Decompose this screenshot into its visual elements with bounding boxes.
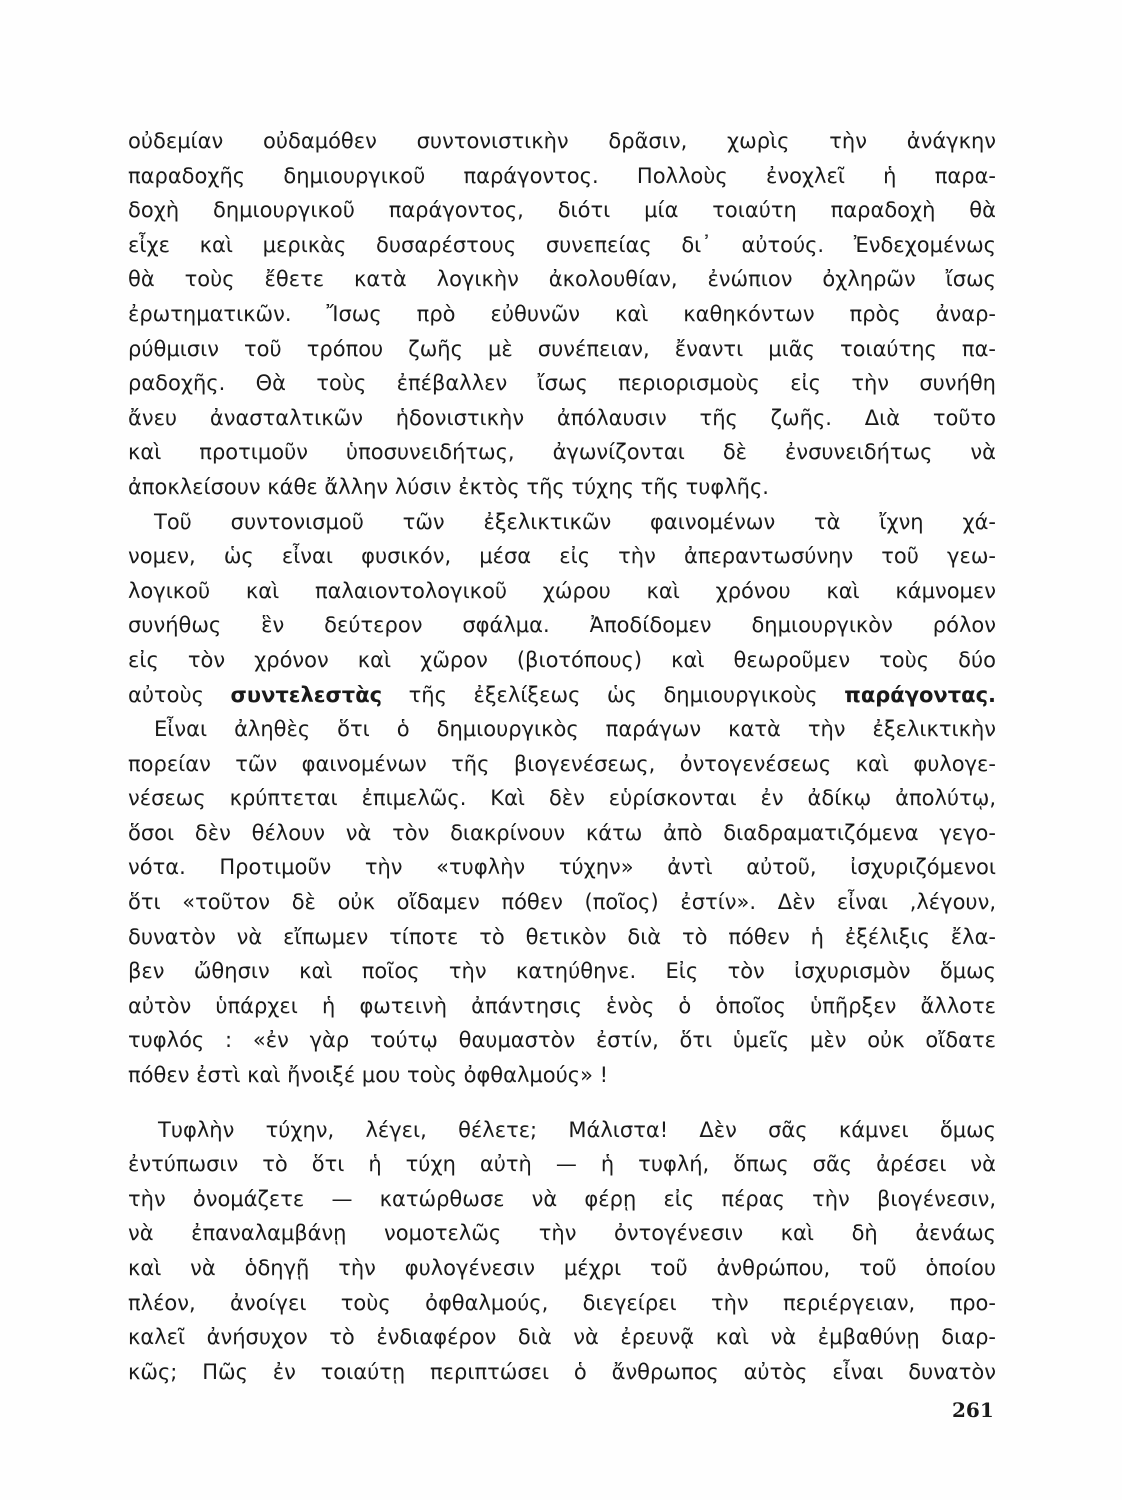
- text-line: δοχὴ δημιουργικοῦ παράγοντος, διότι μία τοιαύτη παραδοχὴ θὰ: [128, 198, 996, 223]
- text-line: ραδοχῆς. Θὰ τοὺς ἐπέβαλλεν ἴσως περιορισμοὺς εἰς τὴν συνήθη: [128, 371, 996, 396]
- page-number: 261: [952, 1398, 994, 1422]
- text-line: νομεν, ὡς εἶναι φυσικόν, μέσα εἰς τὴν ἀπεραντωσύνην τοῦ γεω-: [128, 544, 996, 569]
- text-line: ρύθμισιν τοῦ τρόπου ζωῆς μὲ συνέπειαν, ἔναντι μιᾶς τοιαύτης πα-: [128, 336, 996, 361]
- text-line: πορείαν τῶν φαινομένων τῆς βιογενέσεως, ὀντογενέσεως καὶ φυλογε-: [128, 751, 996, 776]
- text-line: τυφλός : «ἐν γὰρ τούτῳ θαυμαστὸν ἐστίν, ὅτι ὑμεῖς μὲν οὐκ οἴδατε: [128, 1028, 996, 1053]
- text-line: κῶς; Πῶς ἐν τοιαύτῃ περιπτώσει ὁ ἄνθρωπος αὐτὸς εἶναι δυνατὸν: [128, 1359, 996, 1384]
- text-line: ἐντύπωσιν τὸ ὅτι ἡ τύχη αὐτὴ — ἡ τυφλή, ὅπως σᾶς ἀρέσει νὰ: [128, 1152, 996, 1177]
- paragraph-start-line: Τοῦ συντονισμοῦ τῶν ἐξελικτικῶν φαινομένων τὰ ἴχνη χά-: [154, 509, 996, 534]
- text-line: ὅσοι δὲν θέλουν νὰ τὸν διακρίνουν κάτω ἀπὸ διαδραματιζόμενα γεγο-: [128, 820, 996, 845]
- bold-term: παράγοντας.: [844, 682, 996, 707]
- text-line: νὰ ἐπαναλαμβάνῃ νομοτελῶς τὴν ὀντογένεσιν καὶ δὴ ἀενάως: [128, 1221, 996, 1246]
- text-line: πόθεν ἐστὶ καὶ ἤνοιξέ μου τοὺς ὀφθαλμούς» !: [128, 1063, 609, 1088]
- text-line: ἄνευ ἀνασταλτικῶν ἡδονιστικὴν ἀπόλαυσιν τῆς ζωῆς. Διὰ τοῦτο: [128, 405, 996, 430]
- body-text: [128, 124, 996, 1389]
- text-segment: αὐτοὺς: [128, 682, 231, 707]
- text-line: λογικοῦ καὶ παλαιοντολογικοῦ χώρου καὶ χρόνου καὶ κάμνομεν: [128, 578, 996, 603]
- bold-term: συντελεστὰς: [230, 682, 383, 707]
- text-line: καλεῖ ἀνήσυχον τὸ ἐνδιαφέρον διὰ νὰ ἐρευνᾷ καὶ νὰ ἐμβαθύνῃ διαρ-: [128, 1325, 996, 1350]
- paragraph-start-line: Εἶναι ἀληθὲς ὅτι ὁ δημιουργικὸς παράγων κατὰ τὴν ἐξελικτικὴν: [154, 717, 996, 742]
- text-line: καὶ προτιμοῦν ὑποσυνειδήτως, ἀγωνίζονται δὲ ἐνσυνειδήτως νὰ: [128, 440, 996, 465]
- text-line: ἀποκλείσουν κάθε ἄλλην λύσιν ἐκτὸς τῆς τύχης τῆς τυφλῆς.: [128, 474, 769, 499]
- text-line: αὐτὸν ὑπάρχει ἡ φωτεινὴ ἀπάντησις ἑνὸς ὁ ὁποῖος ὑπῆρξεν ἄλλοτε: [128, 993, 996, 1018]
- text-line: καὶ νὰ ὁδηγῇ τὴν φυλογένεσιν μέχρι τοῦ ἀνθρώπου, τοῦ ὁποίου: [128, 1256, 996, 1280]
- text-line: τὴν ὀνομάζετε — κατώρθωσε νὰ φέρῃ εἰς πέρας τὴν βιογένεσιν,: [128, 1186, 996, 1211]
- text-line: ἐρωτηματικῶν. Ἴσως πρὸ εὐθυνῶν καὶ καθηκόντων πρὸς ἀναρ-: [128, 301, 996, 326]
- text-line: βεν ὤθησιν καὶ ποῖος τὴν κατηύθηνε. Εἰς τὸν ἰσχυρισμὸν ὅμως: [128, 959, 996, 984]
- text-line: παραδοχῆς δημιουργικοῦ παράγοντος. Πολλοὺς ἐνοχλεῖ ἡ παρα-: [128, 163, 996, 188]
- text-line: θὰ τοὺς ἔθετε κατὰ λογικὴν ἀκολουθίαν, ἐνώπιον ὀχληρῶν ἴσως: [128, 267, 996, 292]
- text-line: εἰς τὸν χρόνον καὶ χῶρον (βιοτόπους) καὶ θεωροῦμεν τοὺς δύο: [128, 647, 996, 672]
- text-line: νέσεως κρύπτεται ἐπιμελῶς. Καὶ δὲν εὑρίσκονται ἐν ἀδίκῳ ἀπολύτῳ,: [128, 786, 996, 811]
- paragraph-start-line: Τυφλὴν τύχην, λέγει, θέλετε; Μάλιστα! Δὲν σᾶς κάμνει ὅμως: [158, 1117, 996, 1142]
- text-segment: τῆς ἐξελίξεως ὡς δημιουργικοὺς: [382, 682, 845, 707]
- text-line: πλέον, ἀνοίγει τοὺς ὀφθαλμούς, διεγείρει τὴν περιέργειαν, προ-: [128, 1290, 996, 1315]
- text-line: οὐδεμίαν οὐδαμόθεν συντονιστικὴν δρᾶσιν, χωρὶς τὴν ἀνάγκην: [128, 129, 996, 153]
- text-line: νότα. Προτιμοῦν τὴν «τυφλὴν τύχην» ἀντὶ αὐτοῦ, ἰσχυριζόμενοι: [128, 855, 996, 880]
- text-line-with-bold: [128, 678, 996, 713]
- text-line: εἶχε καὶ μερικὰς δυσαρέστους συνεπείας δι᾽ αὐτούς. Ἐνδεχομένως: [128, 232, 996, 257]
- text-line: συνήθως ἓν δεύτερον σφάλμα. Ἀποδίδομεν δημιουργικὸν ρόλον: [128, 613, 996, 638]
- text-line: δυνατὸν νὰ εἴπωμεν τίποτε τὸ θετικὸν διὰ τὸ πόθεν ἡ ἐξέλιξις ἔλα-: [128, 924, 996, 949]
- text-line: ὅτι «τοῦτον δὲ οὐκ οἴδαμεν πόθεν (ποῖος) ἐστίν». Δὲν εἶναι ,λέγουν,: [128, 890, 996, 915]
